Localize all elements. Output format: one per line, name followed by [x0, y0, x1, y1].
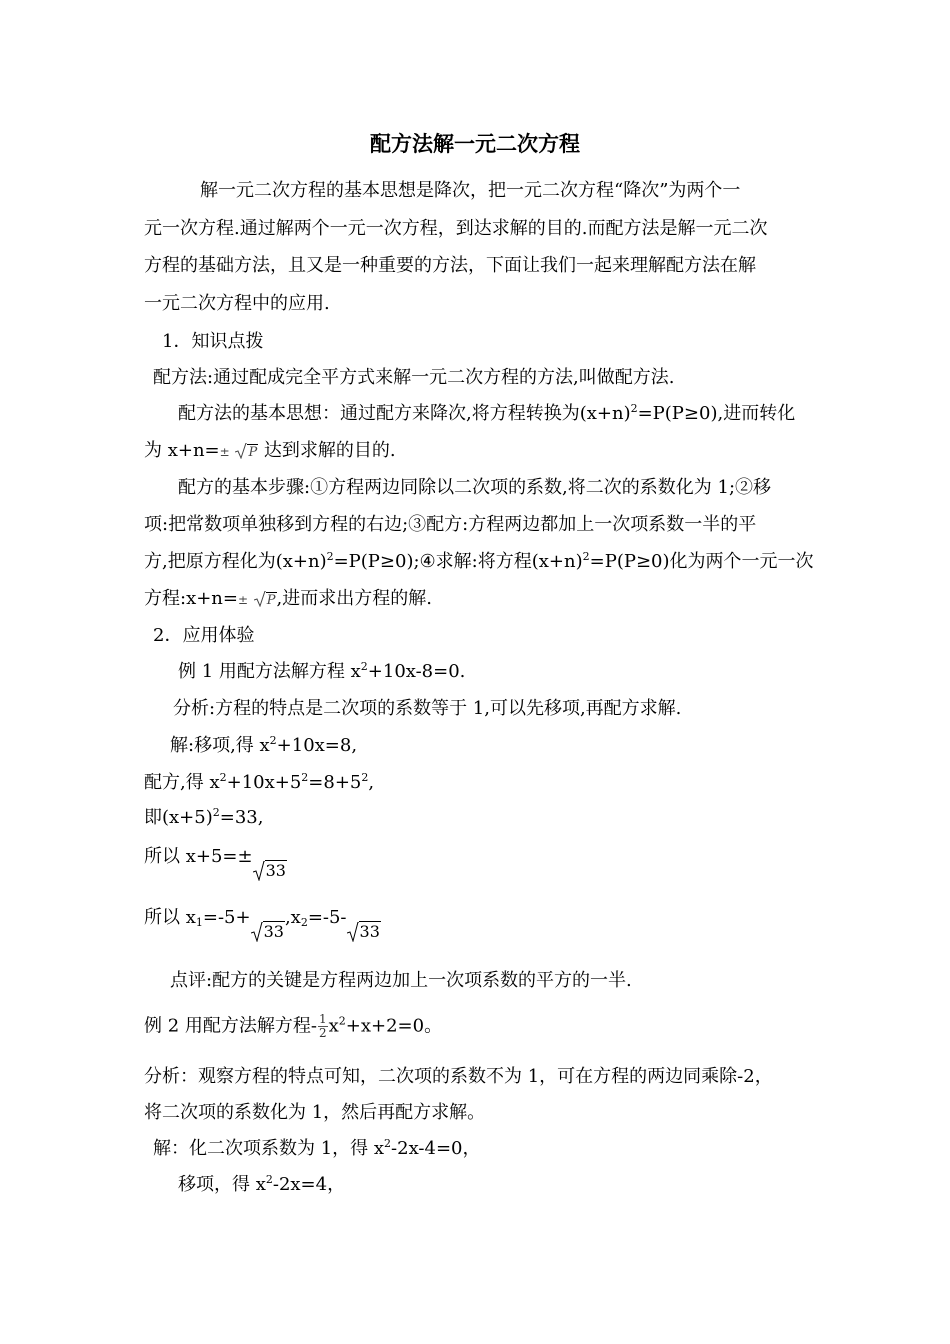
example-1-solution-5: 所以 $x_1=-5+$ $33,x_2=-5-$ 33: [144, 906, 381, 944]
definition-text: 配方法:通过配成完全平方式来解一元二次方程的方法,叫做配方法.: [153, 367, 675, 388]
intro-line-1: 解一元二次方程的基本思想是降次，把一元二次方程“降次”为两个一: [200, 180, 741, 201]
example-2-analysis-1: 分析：观察方程的特点可知，二次项的系数不为 1，可在方程的两边同乘除-2，: [144, 1066, 773, 1087]
basic-idea-line-2: 为 x+n=± P 达到求解的目的.: [144, 439, 396, 465]
sqrt-33: 33: [253, 859, 287, 883]
fraction-one-half: $\frac{1}{2}$: [318, 1012, 327, 1040]
sqrt-p: P: [235, 441, 258, 465]
section-heading-2: 2．应用体验: [153, 625, 255, 646]
intro-line-2: 元一次方程.通过解两个一元一次方程，到达求解的目的.而配方法是解一元二次: [144, 218, 768, 239]
steps-line-4: 方程:x+n=± P,进而求出方程的解.: [144, 587, 432, 613]
example-1-solution-2: 配方,得 $x^2+10x+5^2=8+5^2$,: [144, 771, 375, 793]
example-2-analysis-2: 将二次项的系数化为 1，然后再配方求解。: [144, 1102, 486, 1123]
steps-line-2: 项:把常数项单独移到方程的右边;③配方:方程两边都加上一次项系数一半的平: [144, 514, 757, 535]
example-2-problem: 例 2 用配方法解方程- $\frac{1}{2}$ $x^2+x+2=0$。: [144, 1012, 443, 1040]
example-2-solution-2: 移项，得 $x^2-2x=4$，: [178, 1173, 346, 1195]
example-2-solution-1: 解：化二次项系数为 1，得 $x^2-2x-4=0$，: [153, 1137, 481, 1159]
example-1-comment: 点评:配方的关键是方程两边加上一次项系数的平方的一半.: [170, 970, 632, 991]
sqrt-33: 33: [251, 920, 285, 944]
example-1-solution-4: 所以 x+5=± 33: [144, 845, 287, 883]
example-1-solution-3: 即$(x+5)^2=33$,: [144, 806, 264, 828]
steps-line-3: 方,把原方程化为$(x+n)^2=P(P\ge 0);④$求解:将方程$(x+n)^2=P(P\ge 0)$化为两个一元一次: [144, 550, 814, 572]
sqrt-33: 33: [347, 920, 381, 944]
intro-line-4: 一元二次方程中的应用.: [144, 293, 330, 314]
basic-idea-line-1: 配方法的基本思想：通过配方来降次,将方程转换为$(x+n)^2=P(P\ge 0)$,进而转化: [178, 402, 796, 424]
sqrt-p: P: [254, 589, 277, 613]
section-heading-1: 1．知识点拨: [162, 331, 264, 352]
example-1-problem: 例 1 用配方法解方程 $x^2+10x-8=0$.: [178, 660, 466, 682]
example-1-analysis: 分析:方程的特点是二次项的系数等于 1,可以先移项,再配方求解.: [173, 698, 682, 719]
page-title: 配方法解一元二次方程: [370, 132, 580, 156]
steps-line-1: 配方的基本步骤:①方程两边同除以二次项的系数,将二次的系数化为 1;②移: [178, 477, 772, 498]
example-1-solution-1: 解:移项,得 $x^2+10x=8$,: [170, 734, 358, 756]
intro-line-3: 方程的基础方法，且又是一种重要的方法，下面让我们一起来理解配方法在解: [144, 255, 756, 276]
